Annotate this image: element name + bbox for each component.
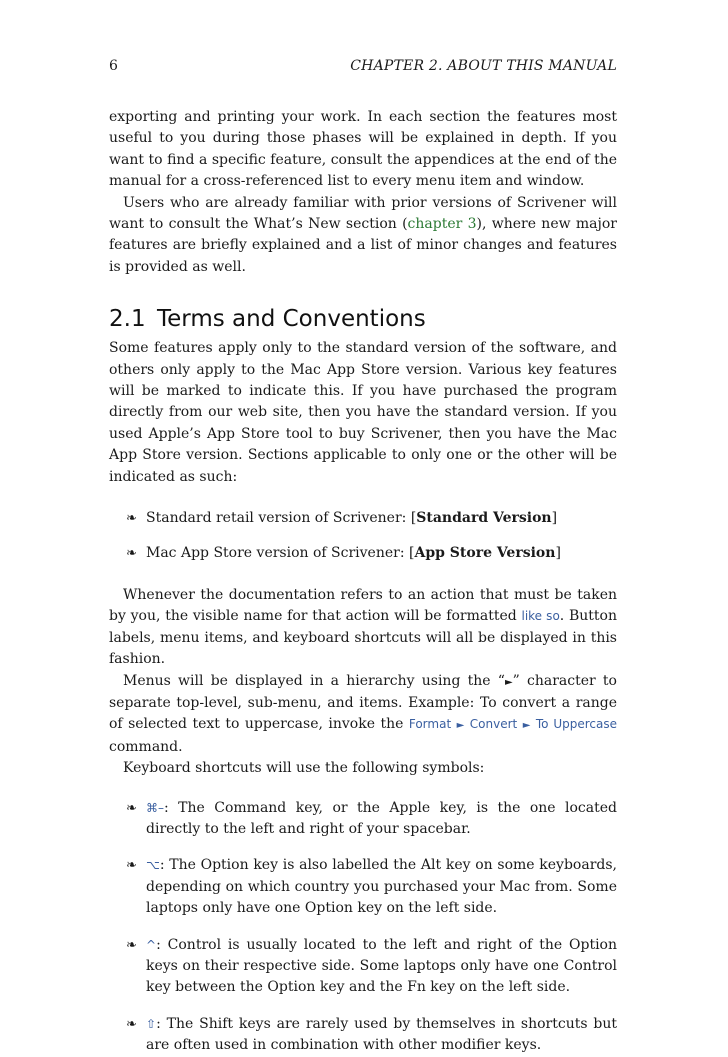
- fleuron-bullet-icon: ❧: [126, 1016, 137, 1032]
- paragraph-3-text-middle: ” character to separate top-level, sub-menu, and items. Example: To convert a range of selected text to uppercase, invoke the: [109, 672, 617, 733]
- key-description: : The Shift keys are rarely used by themselves in shortcuts but are often used in combination with other modifier keys.: [146, 1015, 617, 1054]
- section-paragraph-3: [109, 671, 617, 759]
- version-tag: App Store Version: [414, 544, 556, 561]
- menu-arrow-icon: ►: [456, 720, 465, 732]
- fleuron-bullet-icon: ❧: [126, 545, 137, 561]
- section-title: Terms and Conventions: [157, 306, 426, 333]
- version-text: Standard retail version of Scrivener:: [146, 510, 411, 527]
- key-description: : The Command key, or the Apple key, is the one located directly to the left and right of your spacebar.: [146, 799, 617, 837]
- list-item-standard-version: ❧ Standard retail version of Scrivener: [Standard Version]: [109, 508, 617, 529]
- command-key-icon: ⌘–: [146, 800, 164, 815]
- intro-paragraph-1: exporting and printing your work. In each section the features most useful to you during those phases will be explained in depth. If you want to find a specific feature, consult the appendices at the end of the manual for a cross-referenced list to every menu item and window.: [109, 109, 617, 190]
- key-description: : Control is usually located to the left and right of the Option keys on their respective side. Some laptops only have one Control key between the Option key and the Fn key on the left side.: [146, 936, 617, 996]
- option-key-icon: ⌥: [146, 858, 160, 873]
- list-item-app-store-version: ❧ Mac App Store version of Scrivener: [App Store Version]: [109, 543, 617, 564]
- section-paragraph-4: Keyboard shortcuts will use the following symbols:: [123, 760, 485, 777]
- manual-page: [109, 0, 618, 1054]
- list-item-option-key: [109, 855, 617, 919]
- intro-paragraph-2: [109, 193, 617, 279]
- menu-arrow-icon: ►: [522, 720, 531, 732]
- page-number: 6: [109, 58, 118, 74]
- paragraph-2-text-before: Whenever the documentation refers to an action that must be taken by you, the visible name for that action will be formatted: [109, 586, 617, 625]
- section-paragraph-1: Some features apply only to the standard version of the software, and others only apply to the Mac App Store version. Various key features will be marked to indicate this. If you have purchased the program directly from our web site, then you have the standard version. If you used Apple’s App Store tool to buy Scrivener, then you have the Mac App Store version. Sections applicable to only one or the other will be indicated as such:: [109, 340, 617, 485]
- version-text: Mac App Store version of Scrivener:: [146, 544, 409, 561]
- formatting-example: like so: [521, 609, 560, 624]
- keyboard-symbols-list: [109, 798, 617, 1057]
- section-paragraph-2: [109, 585, 617, 671]
- version-list: [109, 508, 617, 564]
- paragraph-2-text-after: . Button labels, menu items, and keyboard shortcuts will all be displayed in this fashion.: [109, 608, 617, 668]
- section-heading: [109, 304, 617, 334]
- menu-path-to-uppercase: To Uppercase: [535, 717, 618, 732]
- list-item-shift-key: [109, 1014, 617, 1057]
- list-item-command-key: [109, 798, 617, 841]
- paragraph-3-text-after: command.: [109, 738, 183, 755]
- fleuron-bullet-icon: ❧: [126, 858, 137, 874]
- page-content: [109, 107, 617, 1057]
- menu-path-format: Format: [408, 717, 452, 732]
- chapter-3-link[interactable]: chapter 3: [407, 216, 477, 233]
- fleuron-bullet-icon: ❧: [126, 937, 137, 953]
- section-number: 2.1: [109, 306, 146, 333]
- intro-paragraph-2-text-before: Users who are already familiar with prior versions of Scrivener will want to consult the What’s New section (: [109, 194, 617, 233]
- menu-path-convert: Convert: [469, 717, 518, 732]
- fleuron-bullet-icon: ❧: [126, 800, 137, 816]
- version-tag: Standard Version: [416, 510, 552, 527]
- running-header: [109, 55, 617, 77]
- fleuron-bullet-icon: ❧: [126, 511, 137, 527]
- shift-key-icon: ⇧: [146, 1016, 157, 1031]
- list-item-control-key: [109, 935, 617, 999]
- chapter-title: CHAPTER 2. ABOUT THIS MANUAL: [350, 58, 617, 74]
- control-key-icon: ^: [146, 937, 157, 952]
- intro-paragraph-2-text-after: ), where new major features are briefly explained and a list of minor changes and features is provided as well.: [109, 216, 617, 275]
- paragraph-3-text-before: Menus will be displayed in a hierarchy using the “: [123, 672, 505, 689]
- menu-arrow-icon: ►: [504, 676, 513, 688]
- key-description: : The Option key is also labelled the Alt key on some keyboards, depending on which country you purchased your Mac from. Some laptops only have one Option key on the left side.: [146, 857, 617, 917]
